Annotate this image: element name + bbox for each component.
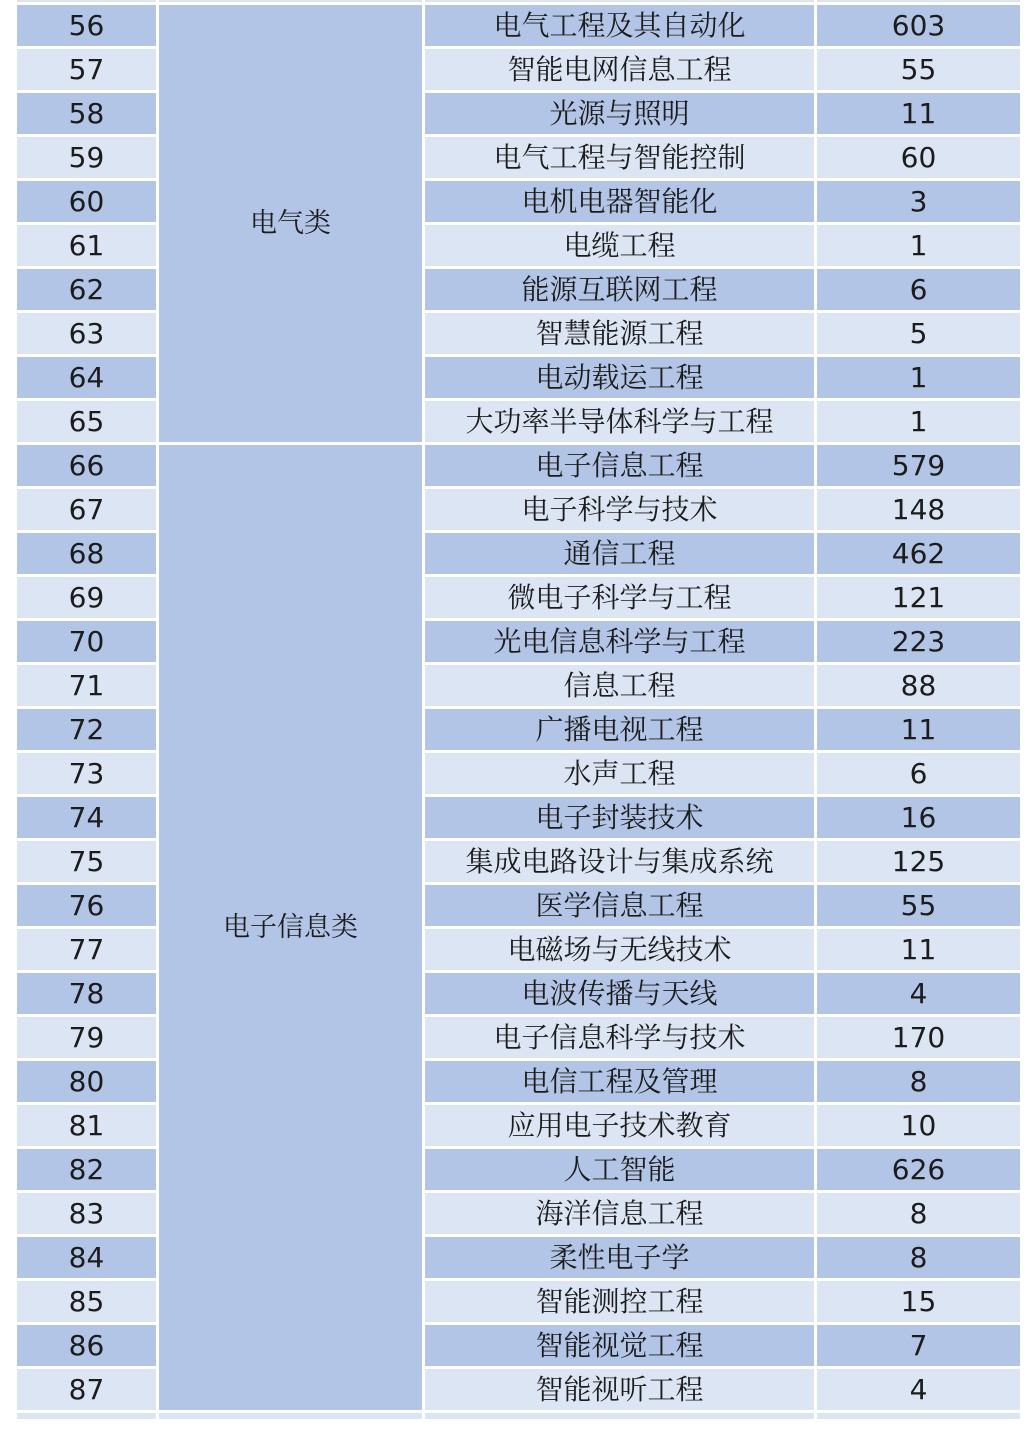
cell-number: 77 [16, 928, 158, 972]
cell-count: 8 [816, 1236, 1022, 1280]
cell-number: 76 [16, 884, 158, 928]
cell-count: 11 [816, 928, 1022, 972]
cell-number: 63 [16, 312, 158, 356]
cell-number: 72 [16, 708, 158, 752]
cell-count: 15 [816, 1280, 1022, 1324]
cell-number: 86 [16, 1324, 158, 1368]
cell-major: 医学信息工程 [424, 884, 816, 928]
cell-count: 121 [816, 576, 1022, 620]
cell-major: 智能测控工程 [424, 1280, 816, 1324]
cell-count: 603 [816, 4, 1022, 48]
cell-empty [16, 1412, 158, 1420]
cell-number: 74 [16, 796, 158, 840]
cell-count: 5 [816, 312, 1022, 356]
cell-number: 84 [16, 1236, 158, 1280]
cell-number: 82 [16, 1148, 158, 1192]
cell-number: 80 [16, 1060, 158, 1104]
cell-count: 8 [816, 1192, 1022, 1236]
cell-count: 6 [816, 752, 1022, 796]
cell-number: 83 [16, 1192, 158, 1236]
cell-number: 79 [16, 1016, 158, 1060]
majors-table-container [14, 0, 1020, 1419]
cell-count: 4 [816, 1368, 1022, 1412]
cell-major: 电气工程与智能控制 [424, 136, 816, 180]
cell-major: 电机电器智能化 [424, 180, 816, 224]
cell-number: 60 [16, 180, 158, 224]
cell-major: 电信工程及管理 [424, 1060, 816, 1104]
cell-count: 55 [816, 884, 1022, 928]
table-row [16, 444, 1022, 488]
cell-major: 电气工程及其自动化 [424, 4, 816, 48]
cell-count: 170 [816, 1016, 1022, 1060]
cell-count: 8 [816, 1060, 1022, 1104]
cell-major: 智能视听工程 [424, 1368, 816, 1412]
cell-count: 10 [816, 1104, 1022, 1148]
cell-major: 电子科学与技术 [424, 488, 816, 532]
cell-count: 579 [816, 444, 1022, 488]
cell-count: 3 [816, 180, 1022, 224]
cell-number: 70 [16, 620, 158, 664]
cell-number: 65 [16, 400, 158, 444]
cell-major: 信息工程 [424, 664, 816, 708]
majors-table-body [16, 0, 1022, 1419]
cell-category: 电气类 [158, 4, 424, 444]
cell-empty [424, 1412, 816, 1420]
cell-number: 73 [16, 752, 158, 796]
table-row [16, 4, 1022, 48]
cell-count: 7 [816, 1324, 1022, 1368]
cell-major: 电子信息工程 [424, 444, 816, 488]
cell-major: 广播电视工程 [424, 708, 816, 752]
cell-number: 75 [16, 840, 158, 884]
cell-major: 能源互联网工程 [424, 268, 816, 312]
cell-count: 1 [816, 356, 1022, 400]
cell-category: 电子信息类 [158, 444, 424, 1412]
cell-count: 626 [816, 1148, 1022, 1192]
cell-number: 69 [16, 576, 158, 620]
cell-major: 微电子科学与工程 [424, 576, 816, 620]
cell-major: 电缆工程 [424, 224, 816, 268]
cell-major: 光源与照明 [424, 92, 816, 136]
cell-number: 78 [16, 972, 158, 1016]
cell-count: 60 [816, 136, 1022, 180]
cell-count: 1 [816, 224, 1022, 268]
cell-number: 64 [16, 356, 158, 400]
cell-major: 电磁场与无线技术 [424, 928, 816, 972]
cell-major: 通信工程 [424, 532, 816, 576]
cell-number: 57 [16, 48, 158, 92]
cell-number: 66 [16, 444, 158, 488]
cell-number: 68 [16, 532, 158, 576]
cell-major: 智慧能源工程 [424, 312, 816, 356]
cell-major: 电动载运工程 [424, 356, 816, 400]
cell-major: 光电信息科学与工程 [424, 620, 816, 664]
cell-count: 11 [816, 708, 1022, 752]
cell-major: 海洋信息工程 [424, 1192, 816, 1236]
table-row-partial-bottom [16, 1412, 1022, 1420]
cell-number: 59 [16, 136, 158, 180]
cell-number: 56 [16, 4, 158, 48]
cell-number: 61 [16, 224, 158, 268]
cell-number: 81 [16, 1104, 158, 1148]
cell-major: 人工智能 [424, 1148, 816, 1192]
cell-count: 88 [816, 664, 1022, 708]
cell-number: 67 [16, 488, 158, 532]
cell-count: 148 [816, 488, 1022, 532]
cell-count: 1 [816, 400, 1022, 444]
cell-count: 6 [816, 268, 1022, 312]
cell-count: 16 [816, 796, 1022, 840]
cell-major: 电子封装技术 [424, 796, 816, 840]
cell-count: 223 [816, 620, 1022, 664]
cell-count: 55 [816, 48, 1022, 92]
cell-major: 集成电路设计与集成系统 [424, 840, 816, 884]
cell-major: 电波传播与天线 [424, 972, 816, 1016]
cell-count: 125 [816, 840, 1022, 884]
cell-empty [158, 1412, 424, 1420]
cell-major: 智能电网信息工程 [424, 48, 816, 92]
cell-number: 62 [16, 268, 158, 312]
cell-number: 87 [16, 1368, 158, 1412]
cell-empty [816, 1412, 1022, 1420]
cell-major: 智能视觉工程 [424, 1324, 816, 1368]
cell-count: 4 [816, 972, 1022, 1016]
cell-count: 462 [816, 532, 1022, 576]
cell-number: 71 [16, 664, 158, 708]
cell-major: 水声工程 [424, 752, 816, 796]
majors-table [14, 0, 1023, 1419]
cell-major: 应用电子技术教育 [424, 1104, 816, 1148]
cell-number: 58 [16, 92, 158, 136]
cell-count: 11 [816, 92, 1022, 136]
cell-major: 电子信息科学与技术 [424, 1016, 816, 1060]
cell-major: 柔性电子学 [424, 1236, 816, 1280]
cell-major: 大功率半导体科学与工程 [424, 400, 816, 444]
cell-number: 85 [16, 1280, 158, 1324]
